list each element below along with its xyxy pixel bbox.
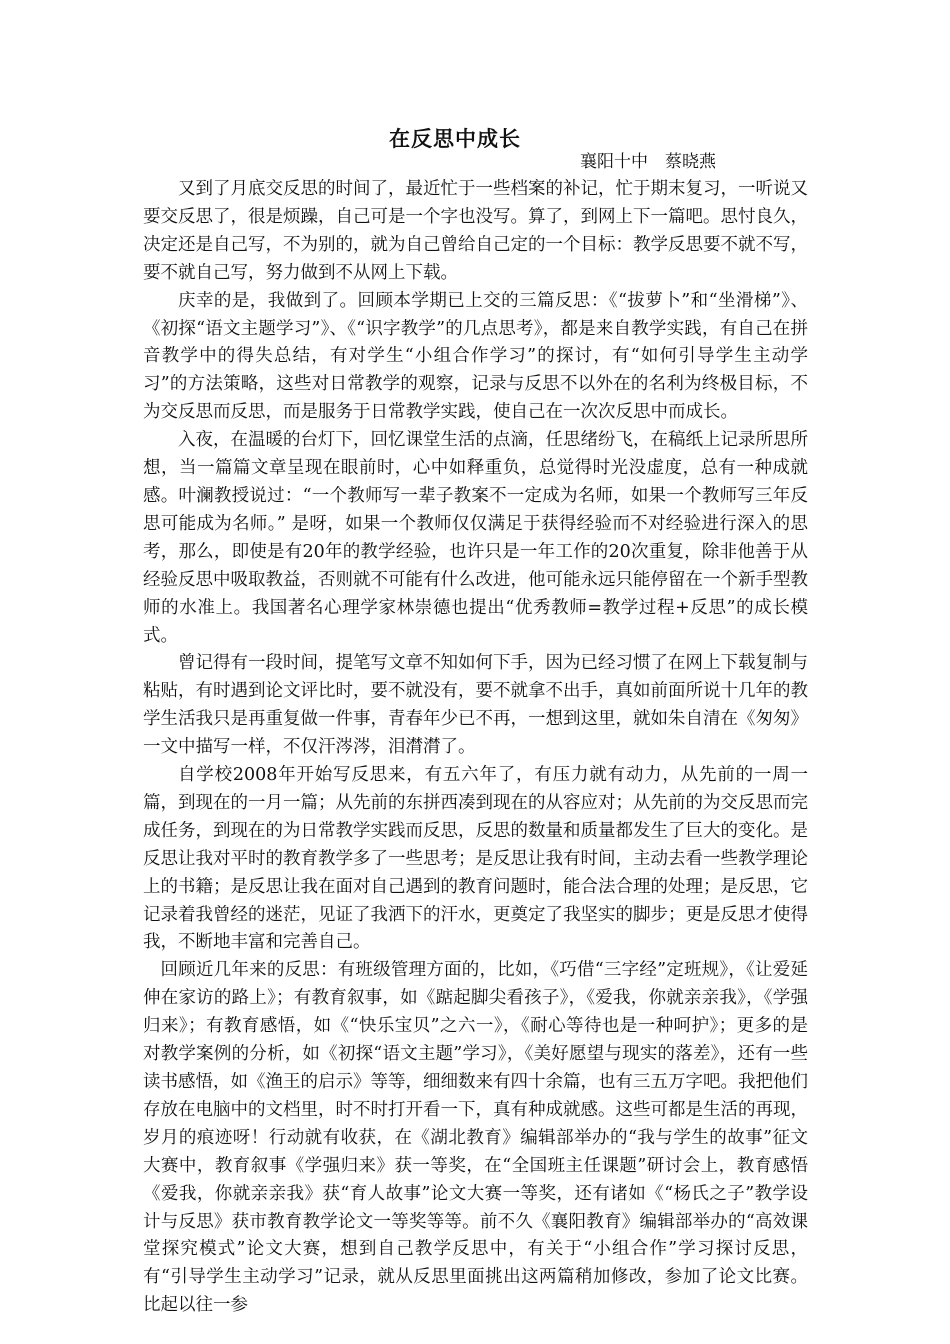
document-body <box>143 176 808 1320</box>
paragraph-2: 庆幸的是，我做到了。回顾本学期已上交的三篇反思：《“拔萝卜”和“坐滑梯”》、《初探“语文主题学习”》、《“识字教学”的几点思考》，都是来自教学实践，有自己在拼音教学中的得失总结，有对学生“小组合作学习”的探讨，有“如何引导学生主动学习”的方法策略，这些对日常教学的观察，记录与反思不以外在的名利为终极目标，不为交反思而反思，而是服务于日常教学实践，使自己在一次次反思中而成长。 <box>143 290 808 423</box>
paragraph-5: 自学校2008年开始写反思来，有五六年了，有压力就有动力，从先前的一周一篇，到现在的一月一篇；从先前的东拼西凑到现在的从容应对；从先前的为交反思而完成任务，到现在的为日常教学实践而反思，反思的数量和质量都发生了巨大的变化。是反思让我对平时的教育教学多了一些思考；是反思让我有时间，主动去看一些教学理论上的书籍；是反思让我在面对自己遇到的教育问题时，能合法合理的处理；是反思，它记录着我曾经的迷茫，见证了我洒下的汗水，更奠定了我坚实的脚步；更是反思才使得我，不断地丰富和完善自己。 <box>143 765 808 953</box>
paragraph-4: 曾记得有一段时间，提笔写文章不知如何下手，因为已经习惯了在网上下载复制与粘贴，有时遇到论文评比时，要不就没有，要不就拿不出手，真如前面所说十几年的教学生活我只是再重复做一件事，青春年少已不再，一想到这里，就如朱自清在《匆匆》一文中描写一样，不仅汗涔涔，泪潸潸了。 <box>143 653 808 758</box>
document-author: 襄阳十中 蔡晓燕 <box>580 152 716 172</box>
paragraph-1: 又到了月底交反思的时间了，最近忙于一些档案的补记，忙于期末复习，一听说又要交反思了，很是烦躁，自己可是一个字也没写。算了，到网上下一篇吧。思忖良久，决定还是自己写，不为别的，就为自己曾给自己定的一个目标：教学反思要不就不写，要不就自己写，努力做到不从网上下载。 <box>143 179 808 283</box>
document-title: 在反思中成长 <box>389 126 521 151</box>
paragraph-3: 入夜，在温暖的台灯下，回忆课堂生活的点滴，任思绪纷飞，在稿纸上记录所思所想，当一篇篇文章呈现在眼前时，心中如释重负，总觉得时光没虚度，总有一种成就感。叶澜教授说过：“一个教师写一辈子教案不一定成为名师，如果一个教师写三年反思可能成为名师。” 是呀，如果一个教师仅仅满足于获得经验而不对经验进行深入的思考，那么，即使是有20年的教学经验，也许只是一年工作的20次重复，除非他善于从经验反思中吸取教益，否则就不可能有什么改进，他可能永远只能停留在一个新手型教师的水准上。我国著名心理学家林崇德也提出“优秀教师=教学过程+反思”的成长模式。 <box>143 430 808 646</box>
paragraph-6: 回顾近几年来的反思：有班级管理方面的，比如，《巧借“三字经”定班规》，《让爱延伸在家访的路上》；有教育叙事，如《踮起脚尖看孩子》，《爱我，你就亲亲我》，《学强归来》；有教育感悟，如《“快乐宝贝”之六一》，《耐心等待也是一种呵护》；更多的是对教学案例的分析，如《初探“语文主题”学习》，《美好愿望与现实的落差》，还有一些读书感悟，如《渔王的启示》等等，细细数来有四十余篇，也有三五万字吧。我把他们存放在电脑中的文档里，时不时打开看一下，真有种成就感。这些可都是生活的再现，岁月的痕迹呀！行动就有收获，在《湖北教育》编辑部举办的“我与学生的故事”征文大赛中，教育叙事《学强归来》获一等奖，在“全国班主任课题”研讨会上，教育感悟《爱我，你就亲亲我》获“育人故事”论文大赛一等奖，还有诸如《“杨氏之子”教学设计与反思》获市教育教学论文一等奖等等。前不久《襄阳教育》编辑部举办的“高效课堂探究模式”论文大赛，想到自己教学反思中，有关于“小组合作”学习探讨反思，有“引导学生主动学习”记录，就从反思里面挑出这两篇稍加修改，参加了论文比赛。比起以往一参 <box>143 960 808 1316</box>
